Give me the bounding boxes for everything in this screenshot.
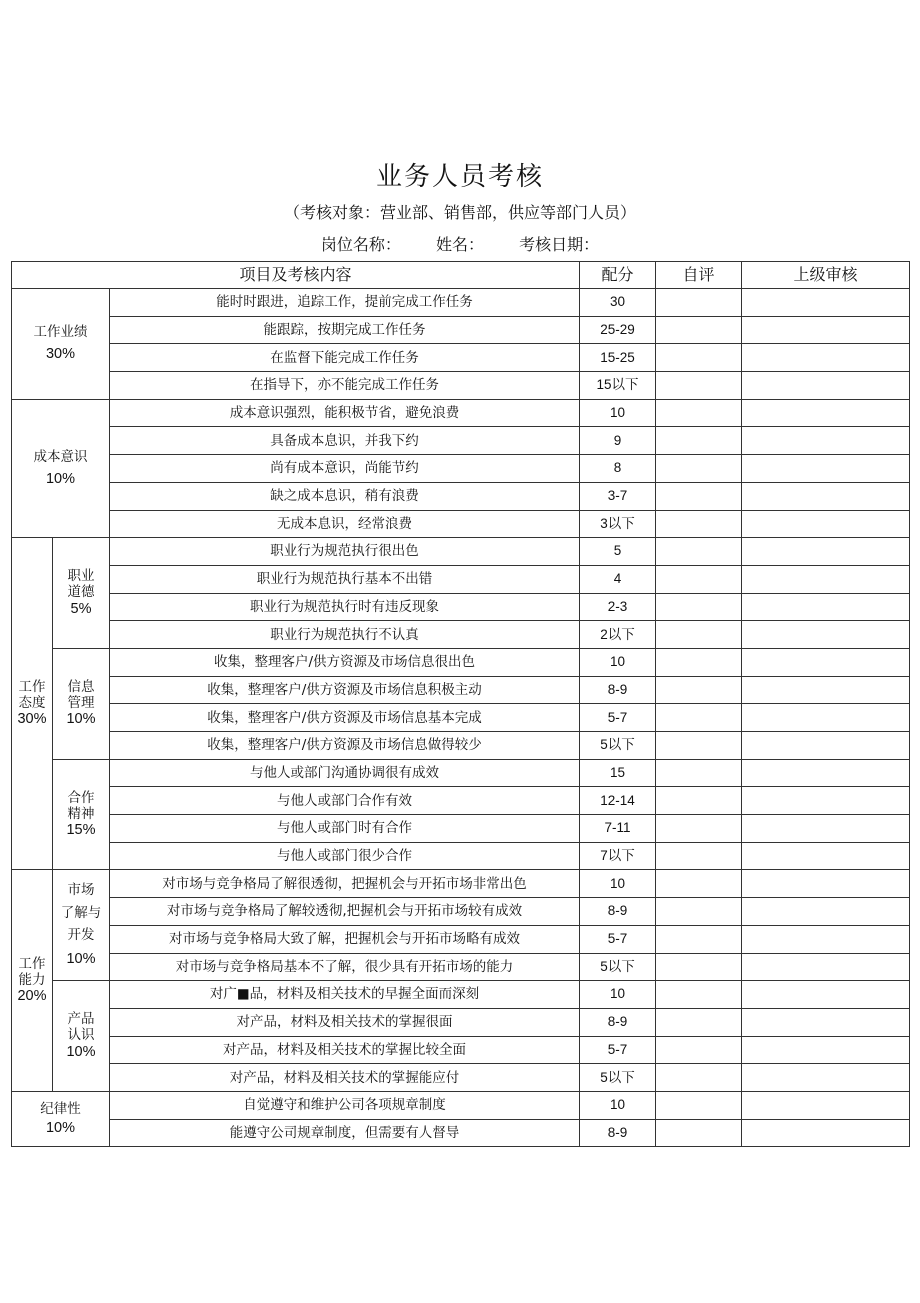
score-value: 15 (580, 759, 656, 787)
superior-score-cell[interactable] (742, 289, 910, 317)
self-score-cell[interactable] (656, 565, 742, 593)
criterion-text: 职业行为规范执行很出色 (110, 538, 580, 566)
superior-score-cell[interactable] (742, 482, 910, 510)
score-value: 2以下 (580, 621, 656, 649)
criterion-text: 能跟踪，按期完成工作任务 (110, 316, 580, 344)
superior-score-cell[interactable] (742, 953, 910, 981)
group-label-ability (12, 870, 53, 1092)
group-weight: 10% (45, 1119, 76, 1136)
table-row (12, 759, 910, 787)
table-row (12, 565, 910, 593)
score-value: 5-7 (580, 925, 656, 953)
position-label: 岗位名称： (320, 235, 401, 254)
criterion-text: 在指导下，亦不能完成工作任务 (110, 372, 580, 400)
score-value: 8 (580, 455, 656, 483)
score-value: 12-14 (580, 787, 656, 815)
score-value: 10 (580, 981, 656, 1009)
self-score-cell[interactable] (656, 953, 742, 981)
criterion-text: 与他人或部门合作有效 (110, 787, 580, 815)
subgroup-label-info (53, 648, 110, 759)
score-value: 8-9 (580, 676, 656, 704)
criterion-text: 职业行为规范执行不认真 (110, 621, 580, 649)
criterion-text: 在监督下能完成工作任务 (110, 344, 580, 372)
header-superior: 上级审核 (742, 262, 910, 289)
subgroup-title-line: 了解与 (60, 904, 102, 921)
group-title: 工作业绩 (33, 324, 88, 341)
score-value: 15以下 (580, 372, 656, 400)
self-score-cell[interactable] (656, 1119, 742, 1147)
criterion-text: 能时时跟进，追踪工作，提前完成工作任务 (110, 289, 580, 317)
group-title: 成本意识 (33, 448, 88, 465)
subgroup-title-line: 精神 (67, 805, 95, 822)
date-label: 考核日期： (519, 235, 600, 254)
self-score-cell[interactable] (656, 648, 742, 676)
criterion-text: 具备成本息识，并我下约 (110, 427, 580, 455)
group-title-line: 工作 (18, 678, 46, 695)
group-title-line: 工作 (18, 955, 46, 972)
table-row (12, 815, 910, 843)
self-score-cell[interactable] (656, 510, 742, 538)
table-row (12, 344, 910, 372)
criterion-text: 对市场与竞争格局了解很透彻，把握机会与开拓市场非常出色 (110, 870, 580, 898)
assessment-table (11, 261, 910, 1147)
self-score-cell[interactable] (656, 704, 742, 732)
superior-score-cell[interactable] (742, 842, 910, 870)
criterion-text: 职业行为规范执行基本不出错 (110, 565, 580, 593)
score-value: 5-7 (580, 704, 656, 732)
group-label-discipline (12, 1091, 110, 1146)
self-score-cell[interactable] (656, 316, 742, 344)
self-score-cell[interactable] (656, 842, 742, 870)
group-title-line: 能力 (18, 971, 46, 988)
score-value: 9 (580, 427, 656, 455)
score-value: 3以下 (580, 510, 656, 538)
table-row (12, 538, 910, 566)
criterion-text: 与他人或部门很少合作 (110, 842, 580, 870)
self-score-cell[interactable] (656, 621, 742, 649)
superior-score-cell[interactable] (742, 538, 910, 566)
superior-score-cell[interactable] (742, 732, 910, 760)
self-score-cell[interactable] (656, 787, 742, 815)
superior-score-cell[interactable] (742, 427, 910, 455)
self-score-cell[interactable] (656, 482, 742, 510)
self-score-cell[interactable] (656, 344, 742, 372)
table-row (12, 621, 910, 649)
superior-score-cell[interactable] (742, 316, 910, 344)
score-value: 8-9 (580, 1008, 656, 1036)
table-row (12, 704, 910, 732)
table-header-row (12, 262, 910, 289)
criterion-text: 缺之成本息识，稍有浪费 (110, 482, 580, 510)
group-label-performance (12, 289, 110, 400)
page-subtitle: （考核对象：营业部、销售部，供应等部门人员） (283, 203, 636, 222)
criterion-text: 无成本息识，经常浪费 (110, 510, 580, 538)
criterion-text: 与他人或部门时有合作 (110, 815, 580, 843)
superior-score-cell[interactable] (742, 898, 910, 926)
group-weight: 20% (17, 988, 47, 1005)
superior-score-cell[interactable] (742, 648, 910, 676)
table-row (12, 925, 910, 953)
criterion-text: 对广■品，材料及相关技术的早握全面而深刻 (110, 981, 580, 1009)
score-value: 10 (580, 399, 656, 427)
criterion-text: 尚有成本意识，尚能节约 (110, 455, 580, 483)
table-row (12, 1119, 910, 1147)
group-weight: 30% (45, 346, 76, 363)
self-score-cell[interactable] (656, 1036, 742, 1064)
subgroup-weight: 15% (66, 822, 96, 839)
score-value: 8-9 (580, 898, 656, 926)
table-row (12, 372, 910, 400)
superior-score-cell[interactable] (742, 815, 910, 843)
table-row (12, 1064, 910, 1092)
superior-score-cell[interactable] (742, 1036, 910, 1064)
superior-score-cell[interactable] (742, 870, 910, 898)
score-value: 2-3 (580, 593, 656, 621)
self-score-cell[interactable] (656, 759, 742, 787)
subgroup-label-market (53, 870, 110, 981)
self-score-cell[interactable] (656, 455, 742, 483)
criterion-text: 成本意识强烈，能积极节省，避免浪费 (110, 399, 580, 427)
group-title: 纪律性 (40, 1101, 81, 1118)
superior-score-cell[interactable] (742, 510, 910, 538)
criterion-text: 收集，整理客户/供方资源及市场信息做得较少 (110, 732, 580, 760)
table-row (12, 732, 910, 760)
criterion-text: 对产品，材料及相关技术的掌握很面 (110, 1008, 580, 1036)
criterion-text: 能遵守公司规章制度，但需要有人督导 (110, 1119, 580, 1147)
criterion-text: 对市场与竞争格局大致了解，把握机会与开拓市场略有成效 (110, 925, 580, 953)
subgroup-title-line: 职业 (67, 568, 95, 585)
header-self: 自评 (656, 262, 742, 289)
table-row (12, 289, 910, 317)
superior-score-cell[interactable] (742, 676, 910, 704)
subgroup-title-line: 合作 (67, 789, 95, 806)
self-score-cell[interactable] (656, 427, 742, 455)
self-score-cell[interactable] (656, 1091, 742, 1119)
self-score-cell[interactable] (656, 1064, 742, 1092)
self-score-cell[interactable] (656, 372, 742, 400)
criterion-text: 收集，整理客户/供方资源及市场信息积极主动 (110, 676, 580, 704)
group-weight: 10% (45, 470, 76, 487)
superior-score-cell[interactable] (742, 1008, 910, 1036)
header-score: 配分 (580, 262, 656, 289)
superior-score-cell[interactable] (742, 981, 910, 1009)
criterion-text: 对市场与竞争格局了解较透彻,把握机会与开拓市场较有成效 (110, 898, 580, 926)
table-row (12, 1036, 910, 1064)
superior-score-cell[interactable] (742, 759, 910, 787)
self-score-cell[interactable] (656, 399, 742, 427)
score-value: 7-11 (580, 815, 656, 843)
criterion-text: 与他人或部门沟通协调很有成效 (110, 759, 580, 787)
table-row (12, 399, 910, 427)
superior-score-cell[interactable] (742, 925, 910, 953)
score-value: 5以下 (580, 732, 656, 760)
superior-score-cell[interactable] (742, 593, 910, 621)
subgroup-title-line: 开发 (67, 927, 95, 944)
score-value: 4 (580, 565, 656, 593)
name-label: 姓名： (435, 235, 484, 254)
superior-score-cell[interactable] (742, 455, 910, 483)
self-score-cell[interactable] (656, 1008, 742, 1036)
table-row (12, 1091, 910, 1119)
table-row (12, 1008, 910, 1036)
self-score-cell[interactable] (656, 538, 742, 566)
subgroup-label-ethics (53, 538, 110, 649)
self-score-cell[interactable] (656, 870, 742, 898)
table-row (12, 427, 910, 455)
table-row (12, 593, 910, 621)
criterion-text: 对市场与竞争格局基本不了解，很少具有开拓市场的能力 (110, 953, 580, 981)
subgroup-weight: 10% (66, 711, 96, 728)
subgroup-title-line: 道德 (67, 584, 95, 601)
superior-score-cell[interactable] (742, 787, 910, 815)
subgroup-weight: 5% (70, 600, 92, 617)
criterion-text: 对产品，材料及相关技术的掌握能应付 (110, 1064, 580, 1092)
criterion-text: 对产品，材料及相关技术的掌握比较全面 (110, 1036, 580, 1064)
score-value: 10 (580, 1091, 656, 1119)
superior-score-cell[interactable] (742, 399, 910, 427)
table-row (12, 953, 910, 981)
score-value: 15-25 (580, 344, 656, 372)
subgroup-title-line: 产品 (67, 1011, 95, 1028)
score-value: 5以下 (580, 953, 656, 981)
score-value: 10 (580, 870, 656, 898)
page-title: 业务人员考核 (375, 162, 544, 192)
score-value: 25-29 (580, 316, 656, 344)
table-row (12, 482, 910, 510)
superior-score-cell[interactable] (742, 344, 910, 372)
meta-line (0, 232, 920, 255)
criterion-text: 收集，整理客户/供方资源及市场信息很出色 (110, 648, 580, 676)
subgroup-label-teamwork (53, 759, 110, 870)
criterion-text: 自觉遵守和维护公司各项规章制度 (110, 1091, 580, 1119)
subgroup-title-line: 信息 (67, 678, 95, 695)
superior-score-cell[interactable] (742, 565, 910, 593)
superior-score-cell[interactable] (742, 621, 910, 649)
table-row (12, 870, 910, 898)
table-row (12, 981, 910, 1009)
subgroup-title-line: 认识 (67, 1027, 95, 1044)
table-row (12, 455, 910, 483)
score-value: 5-7 (580, 1036, 656, 1064)
score-value: 3-7 (580, 482, 656, 510)
header-items: 项目及考核内容 (12, 262, 580, 289)
superior-score-cell[interactable] (742, 1064, 910, 1092)
table-row (12, 316, 910, 344)
group-title-line: 态度 (18, 695, 46, 712)
superior-score-cell[interactable] (742, 704, 910, 732)
score-value: 5以下 (580, 1064, 656, 1092)
self-score-cell[interactable] (656, 289, 742, 317)
group-weight: 30% (17, 711, 47, 728)
self-score-cell[interactable] (656, 925, 742, 953)
score-value: 5 (580, 538, 656, 566)
score-value: 8-9 (580, 1119, 656, 1147)
criterion-text: 收集，整理客户/供方资源及市场信息基本完成 (110, 704, 580, 732)
self-score-cell[interactable] (656, 898, 742, 926)
score-value: 10 (580, 648, 656, 676)
table-row (12, 787, 910, 815)
table-row (12, 898, 910, 926)
group-label-cost (12, 399, 110, 537)
score-value: 7以下 (580, 842, 656, 870)
superior-score-cell[interactable] (742, 1091, 910, 1119)
self-score-cell[interactable] (656, 676, 742, 704)
subgroup-weight: 10% (66, 951, 96, 968)
table-row (12, 510, 910, 538)
criterion-text: 职业行为规范执行时有违反现象 (110, 593, 580, 621)
table-row (12, 842, 910, 870)
subgroup-weight: 10% (66, 1043, 96, 1060)
score-value: 30 (580, 289, 656, 317)
self-score-cell[interactable] (656, 593, 742, 621)
group-label-attitude (12, 538, 53, 870)
self-score-cell[interactable] (656, 815, 742, 843)
superior-score-cell[interactable] (742, 1119, 910, 1147)
subgroup-title-line: 管理 (67, 695, 95, 712)
table-row (12, 648, 910, 676)
self-score-cell[interactable] (656, 981, 742, 1009)
subgroup-title-line: 市场 (67, 881, 95, 898)
table-row (12, 676, 910, 704)
superior-score-cell[interactable] (742, 372, 910, 400)
subgroup-label-product (53, 981, 110, 1092)
self-score-cell[interactable] (656, 732, 742, 760)
